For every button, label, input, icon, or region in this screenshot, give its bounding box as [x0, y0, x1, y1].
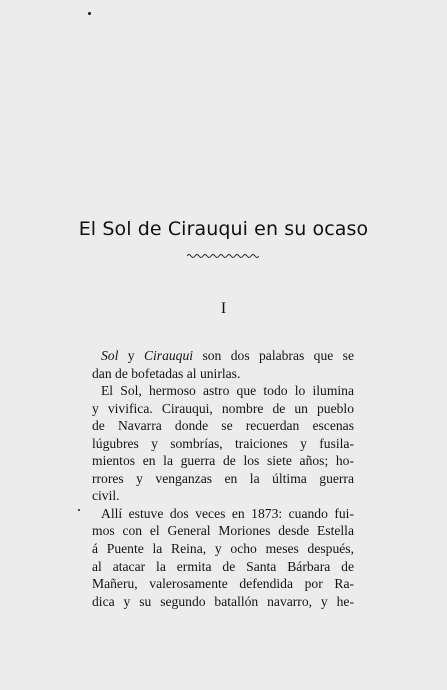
chapter-title: El Sol de Cirauqui en su ocaso	[78, 218, 369, 240]
text-line: y vivifica. Cirauqui, nombre de un pueblo	[92, 400, 354, 416]
text-line: mientos en la guerra de los siete años; ho-	[92, 453, 354, 469]
text-line: Mañeru, valerosamente defendida por Ra-	[92, 576, 354, 592]
ink-speck	[78, 509, 80, 511]
text-line: dan de bofetadas al unirlas.	[92, 365, 241, 381]
ornamental-rule	[187, 253, 259, 259]
text-line: á Puente la Reina, y ocho meses después,	[92, 541, 354, 557]
text-line: mos con el General Moriones desde Estella	[92, 523, 354, 539]
text-line: al atacar la ermita de Santa Bárbara de	[92, 558, 354, 574]
text-line: de Navarra donde se recuerdan escenas	[92, 418, 354, 434]
chapter-number: I	[220, 300, 227, 317]
text-line: Allí estuve dos veces en 1873: cuando fui-	[101, 505, 354, 521]
text-fragment: son dos palabras que se	[193, 348, 355, 363]
text-line: lúgubres y sombrías, traiciones y fusila-	[92, 435, 354, 451]
text-line: El Sol, hermoso astro que todo lo ilumina	[101, 383, 354, 399]
text-line: civil.	[92, 488, 120, 504]
body-text	[92, 347, 354, 610]
ink-speck	[88, 12, 91, 15]
text-line	[92, 347, 354, 365]
italic-word: Cirauqui	[143, 348, 194, 363]
italic-word: Sol	[101, 348, 119, 363]
text-fragment: y	[118, 348, 144, 363]
text-line: rrores y venganzas en la última guerra	[92, 470, 354, 486]
text-line: dica y su segundo batallón navarro, y he-	[92, 593, 354, 609]
